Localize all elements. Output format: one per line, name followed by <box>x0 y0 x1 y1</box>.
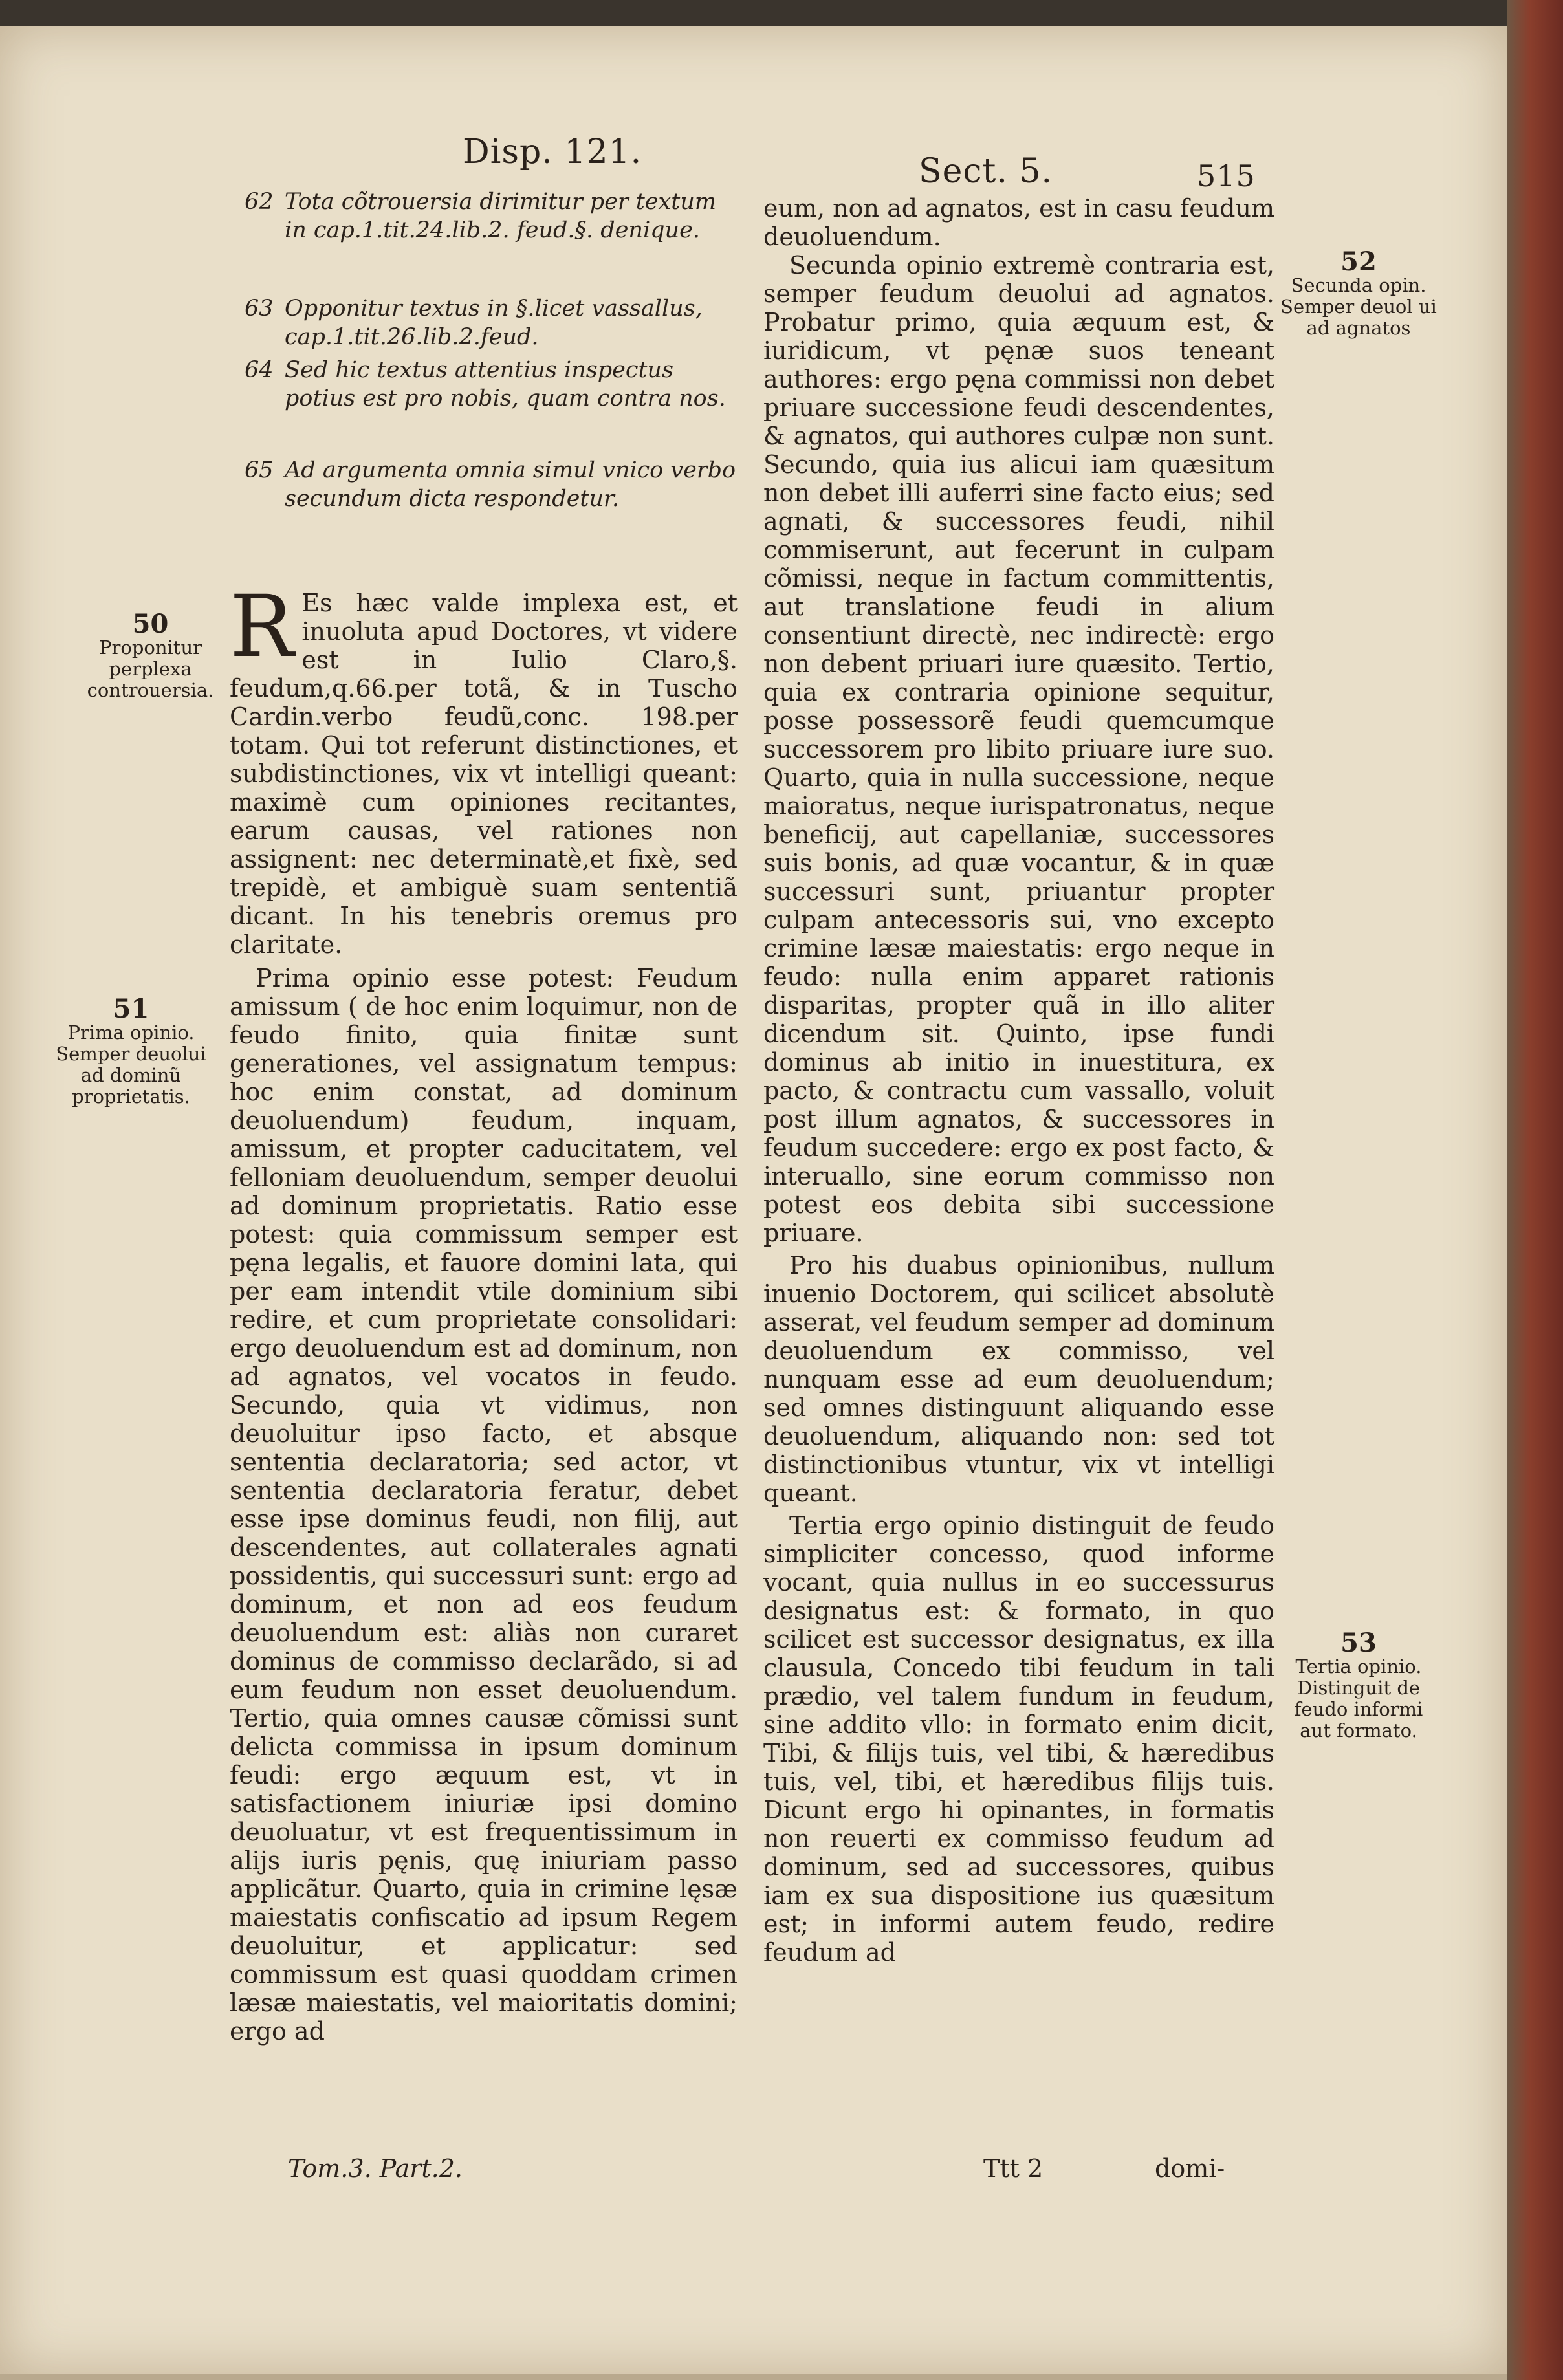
summary-text: Ad argumenta omnia simul vnico verbo secundum dicta respondetur. <box>285 457 736 512</box>
book-binding-edge <box>1507 0 1563 2380</box>
margin-note-text: Secunda opin. Semper deuol ui ad agnatos <box>1280 274 1437 339</box>
margin-note-number: 53 <box>1340 1628 1377 1658</box>
catchword: domi- <box>1155 2154 1225 2183</box>
margin-note-text: Prima opinio. Semper deuolui ad dominũ proprietatis. <box>56 1021 206 1108</box>
running-head-left: Disp. 121. <box>463 133 642 171</box>
summary-text: Tota cõtrouersia dirimitur per textum in cap.1.tit.24.lib.2. feud.§. denique. <box>285 189 717 243</box>
margin-note-text: Proponitur perplexa controuersia. <box>87 637 214 701</box>
summary-item <box>245 456 738 513</box>
margin-note-number: 51 <box>113 994 149 1024</box>
drop-capital: R <box>230 577 294 677</box>
margin-note <box>1278 246 1439 339</box>
pro-his-paragraph: Pro his duabus opinionibus, nullum inuenio Doctorem, qui scilicet absolutè asserat, vel feudum semper ad dominum deuoluendum ex commisso, vel nunquam esse ad eum deuoluendum; sed omnes distinguunt aliquando esse deuoluendum, aliquando non: sed tot distinctionibus vtuntur, vix vt intelligi queant. <box>763 1251 1274 1507</box>
margin-note <box>1278 1630 1439 1741</box>
summary-text: Opponitur textus in §.licet vassallus, cap.1.tit.26.lib.2.feud. <box>285 296 703 350</box>
summary-number: 64 <box>245 357 274 383</box>
tertia-opinio-paragraph: Tertia ergo opinio distinguit de feudo simpliciter concesso, quod informe vocant, quia nullus in eo successurus designatus est: & formato, in quo scilicet est successor designatus, ex illa clausula, Concedo tibi feudum in tali prædio, vel talem fundum in feudum, sine addito vllo: in formato enim dicit, Tibi, & filijs tuis, vel tibi, & hæredibus tuis, vel, tibi, et hæredibus filijs tuis. Dicunt ergo hi opinantes, in formatis non reuerti ex commisso feudum ad dominum, sed ad successores, quibus iam ex sua dispositione ius quæsitum est; in informi autem feudo, redire feudum ad <box>763 1511 1274 1967</box>
summary-number: 63 <box>245 296 274 322</box>
margin-note-number: 50 <box>132 609 169 639</box>
left-column <box>230 577 738 2046</box>
scan-top-edge <box>0 0 1563 26</box>
intro-paragraph: Es hæc valde implexa est, et inuoluta apud Doctores, vt videre est in Iulio Claro,§. feudum,q.66.per totã, & in Tuscho Cardin.verbo feudũ,conc. 198.per totam. Qui tot referunt distinctiones, et subdistinctiones, vix vt intelligi queant: maximè cum opiniones recitantes, earum causas, vel rationes non assignent: nec determinatè,et fixè, sed trepidè, et ambiguè suam sententiã dicant. In his tenebris oremus pro claritate. <box>230 589 738 959</box>
prima-opinio-paragraph: Prima opinio esse potest: Feudum amissum ( de hoc enim loquimur, non de feudo finito, quia finitæ sunt generationes, vel assignatum tempus: hoc enim constat, ad dominum deuoluendum) feudum, inquam, amissum, et propter caducitatem, vel felloniam deuoluendum, semper deuolui ad dominum proprietatis. Ratio esse potest: quia commissum semper est pęna legalis, et fauore domini lata, qui per eam intendit vtile dominium sibi redire, et cum proprietate consolidari: ergo deuoluendum est ad dominum, non ad agnatos, vel vocatos in feudo. Secundo, quia vt vidimus, non deuoluitur ipso facto, et absque sententia declaratoria; sed actor, vt sententia declaratoria feratur, debet esse ipse dominus feudi, non filij, aut descendentes, aut collaterales agnati possidentis, qui successuri sunt: ergo ad dominum, et non ad eos feudum deuoluendum est: aliàs non curaret dominus de commisso declarãdo, si ad eum feudum non esset deuoluendum. Tertio, quia omnes causæ cõmissi sunt delicta commissa in ipsum dominum feudi: ergo æquum est, vt in satisfactionem iniuriæ ipsi domino deuoluatur, vt est frequentissimum in alijs iuris pęnis, quę iniuriam passo applicãtur. Quarto, quia in crimine lęsæ maiestatis confiscatio ad ipsum Regem deuoluitur, et applicatur: sed commissum est quasi quoddam crimen læsæ maiestatis, vel maioritatis domini; ergo ad <box>230 964 738 2046</box>
continuation-paragraph: eum, non ad agnatos, est in casu feudum deuoluendum. <box>763 194 1274 251</box>
gathering-mark: Ttt 2 <box>983 2154 1044 2183</box>
margin-note-text: Tertia opinio. Distinguit de feudo informi aut formato. <box>1294 1655 1423 1741</box>
margin-note <box>52 996 210 1108</box>
running-head-center: Sect. 5. <box>919 152 1053 191</box>
book-page <box>0 26 1507 2374</box>
summary-item <box>245 294 738 351</box>
summary-number: 65 <box>245 457 274 483</box>
secunda-opinio-paragraph: Secunda opinio extremè contraria est, semper feudum deuolui ad agnatos. Probatur primo, quia æquum est, & iuridicum, vt pęnæ suos teneant authores: ergo pęna commissi non debet priuare successione feudi descendentes, & agnatos, qui authores culpæ non sunt. Secundo, quia ius alicui iam quæsitum non debet illi auferri sine facto eius; sed agnati, & successores feudi, nihil commiserunt, aut fecerunt in culpam cõmissi, neque in factum committentis, aut translatione feudi in alium consentiunt directè, nec indirectè: ergo non debent priuari iure quæsito. Tertio, quia ex contraria opinione sequitur, posse possessorẽ feudi quemcumque successorem pro libito priuare iure suo. Quarto, quia in nulla successione, neque maioratus, neque iurispatronatus, neque beneficij, aut capellaniæ, successores suis bonis, ad quæ vocantur, & in quæ successuri sunt, priuantur propter culpam antecessoris sui, vno excepto crimine læsæ maiestatis: ergo neque in feudo: nulla enim apparet rationis disparitas, propter quã in illo aliter dicendum sit. Quinto, ipse fundi dominus ab initio in inuestitura, ex pacto, & contractu cum vassallo, voluit post illum agnatos, & successores in feudum succedere: ergo ex post facto, & interuallo, sine eorum commisso non potest eos debita sibi successione priuare. <box>763 251 1274 1247</box>
page-number: 515 <box>1197 158 1256 193</box>
summary-item <box>245 188 738 245</box>
summary-text: Sed hic textus attentius inspectus potius est pro nobis, quam contra nos. <box>285 357 726 411</box>
margin-note-number: 52 <box>1340 246 1377 277</box>
summary-number: 62 <box>245 189 274 215</box>
right-column <box>763 194 1274 1967</box>
margin-note <box>81 611 220 701</box>
signature-mark: Tom.3. Part.2. <box>288 2154 463 2183</box>
summary-item <box>245 356 738 413</box>
